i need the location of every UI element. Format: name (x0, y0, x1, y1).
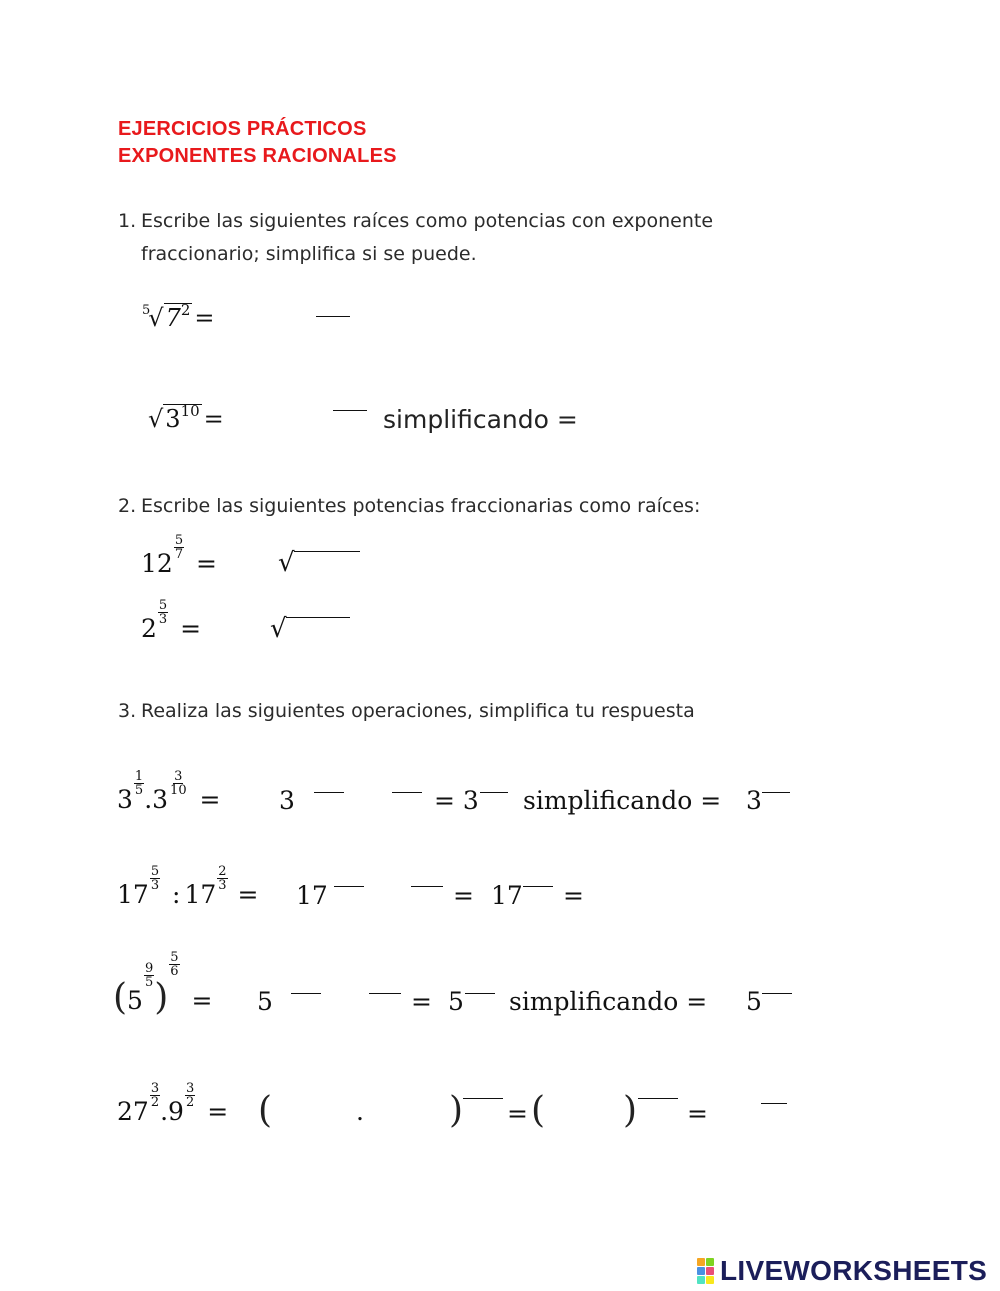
radical-answer-line-2[interactable] (286, 617, 350, 618)
operation-4-final-equals: = (687, 1099, 708, 1128)
op1-blank-3[interactable] (480, 792, 508, 793)
op2-blank-2[interactable] (411, 886, 443, 887)
op4-blank-1[interactable] (463, 1098, 503, 1099)
operation-1-result-base: 3 (746, 786, 762, 815)
operation-3-simplify: simplificando = (509, 987, 708, 1016)
answer-blank-1a[interactable] (316, 316, 350, 317)
operation-1-left: 3 $\frac{1}{5}$ .3 $\frac{3}{10}$ = (117, 769, 221, 814)
operation-1-equals: = 3 (434, 786, 479, 815)
radical-answer-2[interactable]: √ (270, 614, 287, 644)
section-1-text-line-1: Escribe las siguientes raíces como potencias con exponente (141, 210, 714, 232)
section-3-number: 3. (118, 700, 137, 722)
section-2-number: 2. (118, 495, 137, 517)
operation-2-result-base: 17 (491, 881, 523, 910)
radical-answer-line-1[interactable] (294, 551, 360, 552)
operation-4-dot: . (356, 1097, 364, 1126)
op1-blank-2[interactable] (392, 792, 422, 793)
power-expression-1: 12 $\frac{5}{7}$ = (141, 533, 217, 578)
root-expression-1 (142, 301, 215, 332)
radical-sign: √ (148, 405, 164, 433)
operation-4-equals: = (507, 1099, 528, 1128)
operation-4-open-paren: ( (258, 1090, 273, 1131)
op2-blank-3[interactable] (523, 886, 553, 887)
operation-4-open-paren-2: ( (531, 1090, 546, 1131)
power-expression-2: 2 $\frac{5}{3}$ = (141, 598, 202, 643)
operation-2-left: 17 $\frac{5}{3}$ : 17 $\frac{2}{3}$ = (117, 864, 259, 909)
operation-3-result-base: 5 (448, 987, 464, 1016)
root-expression-2 (148, 402, 224, 433)
answer-blank-1b[interactable] (333, 410, 367, 411)
operation-2-base: 17 (296, 881, 328, 910)
op3-blank-4[interactable] (762, 993, 792, 994)
radical-sign: √ (148, 304, 164, 332)
operation-4-close-paren-2: ) (623, 1090, 638, 1131)
op1-blank-4[interactable] (762, 792, 790, 793)
op4-blank-2[interactable] (638, 1098, 678, 1099)
section-2-text: Escribe las siguientes potencias fraccionarias como raíces: (141, 495, 701, 517)
equals-sign: = (194, 304, 215, 332)
operation-4-close-paren: ) (449, 1090, 464, 1131)
title-line-2: EXPONENTES RACIONALES (118, 145, 397, 167)
op4-blank-3[interactable] (761, 1103, 787, 1104)
operation-3-left: (5 $\frac{9}{5}$ ) $\frac{5}{6}$ = (113, 950, 213, 1018)
op3-blank-3[interactable] (465, 993, 495, 994)
operation-2-equals: = (453, 881, 474, 910)
radicand: $3^{10}$ (165, 402, 200, 433)
op2-blank-1[interactable] (334, 886, 364, 887)
section-1-text-line-2: fraccionario; simplifica si se puede. (141, 243, 477, 265)
title-line-1: EJERCICIOS PRÁCTICOS (118, 118, 367, 140)
operation-4-left: 27 $\frac{3}{2}$ .9 $\frac{3}{2}$ = (117, 1081, 229, 1126)
root-index: 5 (142, 303, 151, 318)
simplify-label-1b: simplificando = (383, 405, 578, 434)
radicand: $7^2$ (165, 301, 191, 332)
operation-1-simplify: simplificando = (523, 786, 722, 815)
operation-1-base: 3 (279, 786, 295, 815)
section-1-number: 1. (118, 210, 137, 232)
operation-3-equals: = (411, 987, 432, 1016)
logo-icon (697, 1258, 714, 1284)
radical-answer-1[interactable]: √ (278, 548, 295, 578)
operation-2-final-equals: = (563, 881, 584, 910)
op3-blank-2[interactable] (369, 993, 401, 994)
op3-blank-1[interactable] (291, 993, 321, 994)
logo-text: LIVEWORKSHEETS (720, 1255, 988, 1286)
liveworksheets-logo (697, 1255, 987, 1287)
section-3-text: Realiza las siguientes operaciones, simplifica tu respuesta (141, 700, 695, 722)
operation-3-base: 5 (257, 987, 273, 1016)
operation-3-final-base: 5 (746, 987, 762, 1016)
op1-blank-1[interactable] (314, 792, 344, 793)
equals-sign: = (203, 405, 224, 433)
